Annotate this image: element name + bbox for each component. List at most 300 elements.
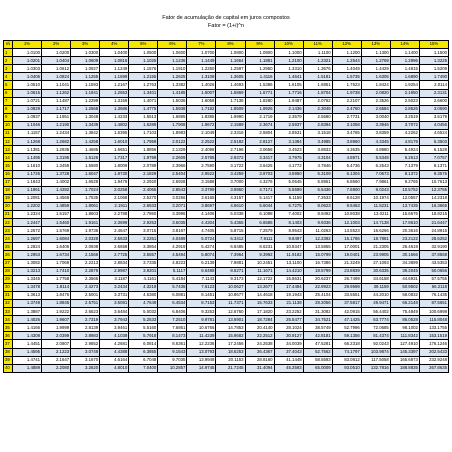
factor-cell: 76.1435 [419, 291, 448, 299]
factor-cell: 2.9372 [216, 154, 245, 162]
factor-cell: 1.2324 [13, 210, 42, 218]
table-body [4, 49, 449, 373]
factor-cell: 1.0400 [100, 49, 129, 57]
factor-cell: 5.7435 [158, 283, 187, 291]
factor-cell: 8.6361 [158, 340, 187, 348]
factor-cell: 1.1881 [245, 57, 274, 65]
table-row [4, 340, 449, 348]
factor-cell: 1.2155 [129, 73, 158, 81]
factor-cell: 1.3225 [419, 57, 448, 65]
factor-cell: 1.5395 [100, 130, 129, 138]
factor-cell: 1.2190 [42, 121, 71, 129]
factor-cell: 10.8038 [332, 210, 361, 218]
factor-cell: 2.1223 [42, 348, 71, 356]
factor-cell: 1.5209 [419, 65, 448, 73]
period-cell: 39 [4, 356, 13, 364]
factor-cell: 1.4859 [42, 202, 71, 210]
factor-cell: 1.0600 [158, 49, 187, 57]
factor-cell: 16.7386 [303, 259, 332, 267]
factor-cell: 7.2579 [245, 227, 274, 235]
factor-cell: 1.1400 [390, 49, 419, 57]
factor-cell: 1.4166 [13, 324, 42, 332]
factor-cell: 11.5231 [361, 202, 390, 210]
factor-cell: 3.1588 [187, 178, 216, 186]
factor-cell: 1.9254 [390, 81, 419, 89]
factor-cell: 1.3887 [13, 308, 42, 316]
factor-cell: 10.6766 [187, 324, 216, 332]
factor-cell: 2.7196 [216, 146, 245, 154]
period-cell: 6 [4, 89, 13, 97]
factor-cell: 44.6931 [390, 275, 419, 283]
factor-cell: 1.5580 [71, 162, 100, 170]
table-row [4, 65, 449, 73]
factor-cell: 1.7138 [216, 97, 245, 105]
factor-cell: 4.6164 [100, 356, 129, 364]
factor-cell: 267.8635 [419, 364, 448, 372]
factor-cell: 3.8197 [158, 227, 187, 235]
factor-cell: 4.7405 [187, 227, 216, 235]
factor-cell: 28.8160 [245, 356, 274, 364]
factor-cell: 4.7649 [129, 300, 158, 308]
factor-cell: 8.6231 [245, 243, 274, 251]
factor-cell: 37.5817 [332, 300, 361, 308]
factor-cell: 12.1003 [332, 219, 361, 227]
factor-cell: 115.8048 [419, 316, 448, 324]
factor-cell: 1.4185 [158, 89, 187, 97]
factor-cell: 3.2251 [129, 235, 158, 243]
factor-cell: 66.2118 [419, 283, 448, 291]
factor-cell: 1.9799 [129, 154, 158, 162]
factor-cell: 1.2447 [13, 219, 42, 227]
table-row [4, 259, 449, 267]
factor-cell: 1.3478 [13, 283, 42, 291]
factor-cell: 1.6651 [100, 146, 129, 154]
factor-cell: 33.5551 [332, 291, 361, 299]
factor-cell: 2.1829 [129, 170, 158, 178]
factor-cell: 43.5353 [419, 259, 448, 267]
factor-cell: 1.9738 [332, 89, 361, 97]
header-cell-rate: 13% [361, 41, 390, 49]
factor-cell: 13.6901 [216, 316, 245, 324]
factor-cell: 9.9336 [303, 219, 332, 227]
period-cell: 21 [4, 210, 13, 218]
factor-cell: 1.6047 [71, 170, 100, 178]
factor-cell: 3.7943 [100, 316, 129, 324]
period-cell: 10 [4, 121, 13, 129]
factor-cell: 6.3855 [129, 348, 158, 356]
factor-cell: 1.4802 [100, 121, 129, 129]
factor-cell: 2.4647 [100, 227, 129, 235]
factor-cell: 3.3864 [129, 243, 158, 251]
factor-cell: 4.8223 [158, 259, 187, 267]
factor-cell: 2.2879 [71, 267, 100, 275]
factor-cell: 1.1255 [71, 73, 100, 81]
factor-cell: 8.6128 [332, 194, 361, 202]
factor-cell: 23.8839 [332, 267, 361, 275]
factor-cell: 1.4282 [42, 186, 71, 194]
factor-cell: 2.2213 [71, 259, 100, 267]
factor-cell: 3.1187 [100, 275, 129, 283]
factor-cell: 1.0800 [216, 49, 245, 57]
period-cell: 7 [4, 97, 13, 105]
table-row [4, 105, 449, 113]
factor-cell: 12.2392 [303, 235, 332, 243]
factor-cell: 2.9852 [71, 340, 100, 348]
factor-cell: 2.8543 [158, 186, 187, 194]
factor-cell: 4.6524 [419, 130, 448, 138]
factor-cell: 1.8280 [245, 97, 274, 105]
factor-cell: 188.8835 [390, 364, 419, 372]
factor-cell: 16.3665 [419, 202, 448, 210]
factor-cell: 37.8568 [419, 251, 448, 259]
table-row [4, 202, 449, 210]
factor-cell: 1.0510 [13, 81, 42, 89]
factor-cell: 2.8394 [303, 121, 332, 129]
factor-cell: 6.6488 [187, 267, 216, 275]
factor-cell: 5.3503 [419, 138, 448, 146]
factor-cell: 2.5580 [303, 113, 332, 121]
factor-cell: 28.2056 [303, 300, 332, 308]
factor-cell: 2.4098 [187, 146, 216, 154]
factor-cell: 1.2572 [13, 227, 42, 235]
factor-cell: 1.0816 [100, 57, 129, 65]
factor-cell: 2.5804 [245, 130, 274, 138]
table-row [4, 89, 449, 97]
factor-cell: 7.0400 [129, 364, 158, 372]
factor-cell: 12.2236 [187, 340, 216, 348]
factor-cell: 2.5270 [129, 194, 158, 202]
factor-cell: 59.1356 [332, 332, 361, 340]
factor-cell: 1.0100 [13, 49, 42, 57]
factor-cell: 1.5769 [42, 227, 71, 235]
factor-cell: 1.4685 [71, 146, 100, 154]
factor-cell: 5.7918 [129, 332, 158, 340]
factor-cell: 19.1943 [274, 291, 303, 299]
factor-cell: 65.0009 [303, 364, 332, 372]
factor-cell: 1.1576 [129, 65, 158, 73]
factor-cell: 2.1049 [187, 130, 216, 138]
table-row [4, 81, 449, 89]
period-cell: 18 [4, 186, 13, 194]
factor-cell: 1.1699 [100, 73, 129, 81]
factor-cell: 1.8856 [129, 146, 158, 154]
factor-cell: 5.0545 [274, 178, 303, 186]
factor-cell: 4.7846 [303, 162, 332, 170]
factor-cell: 176.1246 [419, 340, 448, 348]
factor-cell: 20.1153 [216, 356, 245, 364]
factor-cell: 1.6895 [158, 113, 187, 121]
factor-cell: 2.9522 [187, 170, 216, 178]
factor-cell: 1.8845 [42, 300, 71, 308]
factor-cell: 15.8631 [274, 275, 303, 283]
factor-cell: 44.2010 [361, 291, 390, 299]
factor-cell: 1.1951 [42, 113, 71, 121]
factor-cell: 3.7072 [390, 121, 419, 129]
period-cell: 1 [4, 49, 13, 57]
factor-cell: 1.8509 [216, 105, 245, 113]
factor-cell: 15.7633 [245, 300, 274, 308]
factor-cell: 4.8871 [332, 154, 361, 162]
factor-cell: 6.7048 [129, 356, 158, 364]
factor-cell: 1.3213 [13, 267, 42, 275]
factor-cell: 11.4239 [187, 332, 216, 340]
factor-cell: 127.4910 [390, 340, 419, 348]
factor-cell: 7.2633 [303, 194, 332, 202]
table-row [4, 283, 449, 291]
factor-cell: 4.2681 [100, 340, 129, 348]
period-cell: 27 [4, 259, 13, 267]
factor-cell: 6.1528 [419, 146, 448, 154]
factor-cell: 1.9736 [71, 227, 100, 235]
factor-cell: 7.9111 [245, 235, 274, 243]
period-cell: 16 [4, 170, 13, 178]
factor-cell: 1.2434 [42, 130, 71, 138]
factor-cell: 34.3899 [390, 259, 419, 267]
factor-cell: 20.4140 [245, 324, 274, 332]
factor-cell: 28.6252 [419, 235, 448, 243]
factor-cell: 1.3676 [303, 65, 332, 73]
factor-cell: 4.2919 [158, 243, 187, 251]
factor-cell: 3.6484 [100, 308, 129, 316]
factor-cell: 16.6266 [361, 227, 390, 235]
header-cell-rate: 3% [71, 41, 100, 49]
factor-cell: 47.5281 [303, 340, 332, 348]
factor-cell: 1.2697 [13, 235, 42, 243]
factor-cell: 2.7725 [100, 251, 129, 259]
factor-cell: 13.7435 [390, 202, 419, 210]
factor-cell: 42.0915 [332, 308, 361, 316]
factor-cell: 4.8980 [361, 146, 390, 154]
factor-cell: 202.5433 [419, 348, 448, 356]
factor-cell: 37.4043 [274, 348, 303, 356]
factor-cell: 3.3417 [245, 154, 274, 162]
factor-cell: 13.9948 [187, 356, 216, 364]
factor-cell: 4.5494 [158, 251, 187, 259]
factor-cell: 1.1249 [100, 65, 129, 73]
table-row [4, 364, 449, 372]
factor-cell: 9.1543 [158, 348, 187, 356]
factor-cell: 20.3616 [390, 227, 419, 235]
factor-cell: 2.9253 [129, 219, 158, 227]
factor-cell: 52.7562 [303, 348, 332, 356]
factor-cell: 3.6425 [245, 162, 274, 170]
factor-cell: 1.7024 [71, 186, 100, 194]
factor-cell: 1.7182 [187, 105, 216, 113]
table-row [4, 243, 449, 251]
period-cell: 40 [4, 364, 13, 372]
period-cell: 4 [4, 73, 13, 81]
factor-cell: 3.3799 [187, 186, 216, 194]
period-cell: 23 [4, 227, 13, 235]
factor-cell: 1.2824 [13, 243, 42, 251]
factor-cell: 87.5651 [419, 300, 448, 308]
factor-cell: 2.2609 [158, 154, 187, 162]
factor-cell: 18.7881 [361, 235, 390, 243]
factor-cell: 98.1002 [390, 324, 419, 332]
factor-cell: 1.4568 [42, 194, 71, 202]
factor-cell: 1.2167 [100, 81, 129, 89]
factor-cell: 5.5599 [274, 186, 303, 194]
factor-cell: 2.2788 [100, 210, 129, 218]
factor-cell: 17.0001 [332, 243, 361, 251]
factor-cell: 12.3755 [419, 186, 448, 194]
factor-cell: 1.9487 [274, 97, 303, 105]
factor-cell: 6.2139 [187, 259, 216, 267]
factor-cell: 2.0938 [71, 243, 100, 251]
factor-cell: 3.8833 [303, 146, 332, 154]
factor-cell: 1.3048 [71, 113, 100, 121]
header-cell-rate: 2% [42, 41, 71, 49]
header-cell-rate: 14% [390, 41, 419, 49]
factor-cell: 1.1941 [71, 89, 100, 97]
factor-cell: 1.2653 [100, 89, 129, 97]
factor-cell: 3.4523 [274, 146, 303, 154]
factor-cell: 1.2682 [42, 138, 71, 146]
factor-cell: 14.4618 [245, 291, 274, 299]
factor-cell: 39.2045 [390, 267, 419, 275]
factor-cell: 4.4304 [187, 219, 216, 227]
factor-cell: 13.0793 [187, 348, 216, 356]
factor-cell: 3.0256 [158, 194, 187, 202]
factor-cell: 2.0820 [361, 89, 390, 97]
factor-cell: 1.8476 [42, 291, 71, 299]
factor-cell: 103.9874 [361, 348, 390, 356]
header-cell-rate: 1% [13, 41, 42, 49]
factor-cell: 2.6523 [71, 308, 100, 316]
factor-cell: 30.1666 [390, 251, 419, 259]
factor-cell: 2.1719 [245, 113, 274, 121]
factor-cell: 13.0211 [361, 210, 390, 218]
factor-cell: 2.1911 [100, 202, 129, 210]
factor-cell: 1.5181 [303, 73, 332, 81]
factor-cell: 1.1843 [13, 178, 42, 186]
factor-cell: 1.1381 [13, 146, 42, 154]
factor-cell: 2.9987 [100, 267, 129, 275]
factor-cell: 31.3082 [303, 308, 332, 316]
factor-cell: 2.5937 [274, 121, 303, 129]
factor-cell: 1.1046 [13, 121, 42, 129]
factor-cell: 2.7731 [332, 113, 361, 121]
factor-cell: 1.1961 [13, 186, 42, 194]
factor-cell: 1.1910 [158, 65, 187, 73]
factor-cell: 3.9703 [245, 170, 274, 178]
factor-cell: 11.1671 [245, 267, 274, 275]
factor-cell: 66.2148 [390, 300, 419, 308]
factor-cell: 4.6610 [216, 202, 245, 210]
table-row [4, 235, 449, 243]
factor-cell: 18.5799 [303, 267, 332, 275]
factor-cell: 4.4388 [100, 348, 129, 356]
factor-cell: 3.1670 [71, 356, 100, 364]
factor-cell: 1.6010 [100, 138, 129, 146]
factor-cell: 30.9127 [274, 332, 303, 340]
factor-cell: 57.5755 [419, 275, 448, 283]
factor-cell: 1.5036 [158, 97, 187, 105]
factor-cell: 1.2936 [42, 146, 71, 154]
table-row [4, 316, 449, 324]
factor-cell: 2.8139 [71, 324, 100, 332]
period-cell: 17 [4, 178, 13, 186]
factor-cell: 1.4071 [129, 97, 158, 105]
factor-cell: 10.0627 [216, 283, 245, 291]
period-cell: 33 [4, 308, 13, 316]
factor-cell: 1.0406 [13, 73, 42, 81]
factor-cell: 2.0789 [129, 162, 158, 170]
factor-cell: 5.4184 [158, 275, 187, 283]
header-cell-rate: 8% [216, 41, 245, 49]
factor-cell: 3.4259 [216, 170, 245, 178]
period-cell: 36 [4, 332, 13, 340]
factor-cell: 21.6447 [419, 219, 448, 227]
factor-cell: 1.9479 [100, 178, 129, 186]
factor-cell: 1.0721 [13, 97, 42, 105]
period-cell: 22 [4, 219, 13, 227]
factor-cell: 13.2677 [245, 283, 274, 291]
factor-cell: 1.2100 [274, 57, 303, 65]
factor-cell: 1.0303 [13, 65, 42, 73]
period-cell: 31 [4, 291, 13, 299]
factor-cell: 17.2456 [216, 340, 245, 348]
factor-cell: 1.0500 [129, 49, 158, 57]
factor-cell: 2.0762 [303, 97, 332, 105]
factor-cell: 165.6873 [390, 356, 419, 364]
factor-cell: 4.5950 [274, 170, 303, 178]
factor-cell: 3.6165 [187, 194, 216, 202]
table-row [4, 146, 449, 154]
factor-cell: 2.8834 [100, 259, 129, 267]
header-cell-rate: 4% [100, 41, 129, 49]
table-row [4, 113, 449, 121]
factor-cell: 6.0881 [158, 291, 187, 299]
table-row [4, 219, 449, 227]
factor-cell: 34.7521 [303, 316, 332, 324]
factor-cell: 1.1268 [13, 138, 42, 146]
factor-cell: 2.7860 [129, 210, 158, 218]
factor-cell: 39.1159 [361, 283, 390, 291]
period-cell: 26 [4, 251, 13, 259]
factor-cell: 1.6528 [71, 178, 100, 186]
factor-cell: 1.9926 [245, 105, 274, 113]
factor-cell: 3.0040 [361, 113, 390, 121]
factor-cell: 1.7103 [129, 130, 158, 138]
factor-cell: 8.6271 [216, 267, 245, 275]
factor-cell: 2.8127 [245, 138, 274, 146]
factor-cell: 2.3045 [303, 105, 332, 113]
factor-cell: 9.3992 [245, 251, 274, 259]
factor-cell: 5.8715 [216, 227, 245, 235]
factor-cell: 2.1436 [274, 105, 303, 113]
factor-cell: 15.0799 [303, 251, 332, 259]
factor-cell: 1.4308 [13, 332, 42, 340]
factor-cell: 4.3219 [129, 283, 158, 291]
factor-cell: 1.6305 [361, 73, 390, 81]
factor-cell: 6.4534 [158, 300, 187, 308]
factor-cell: 1.1593 [71, 81, 100, 89]
factor-cell: 132.7816 [361, 364, 390, 372]
factor-cell: 9.3576 [419, 170, 448, 178]
factor-cell: 6.2543 [361, 162, 390, 170]
factor-cell: 58.0832 [390, 291, 419, 299]
factor-cell: 5.4924 [390, 146, 419, 154]
factor-cell: 1.2544 [332, 57, 361, 65]
table-row [4, 138, 449, 146]
factor-cell: 3.8960 [332, 138, 361, 146]
factor-cell: 111.8342 [390, 332, 419, 340]
table-row [4, 324, 449, 332]
factor-cell: 86.0528 [390, 316, 419, 324]
factor-cell: 1.7716 [274, 89, 303, 97]
factor-cell: 93.0510 [332, 364, 361, 372]
